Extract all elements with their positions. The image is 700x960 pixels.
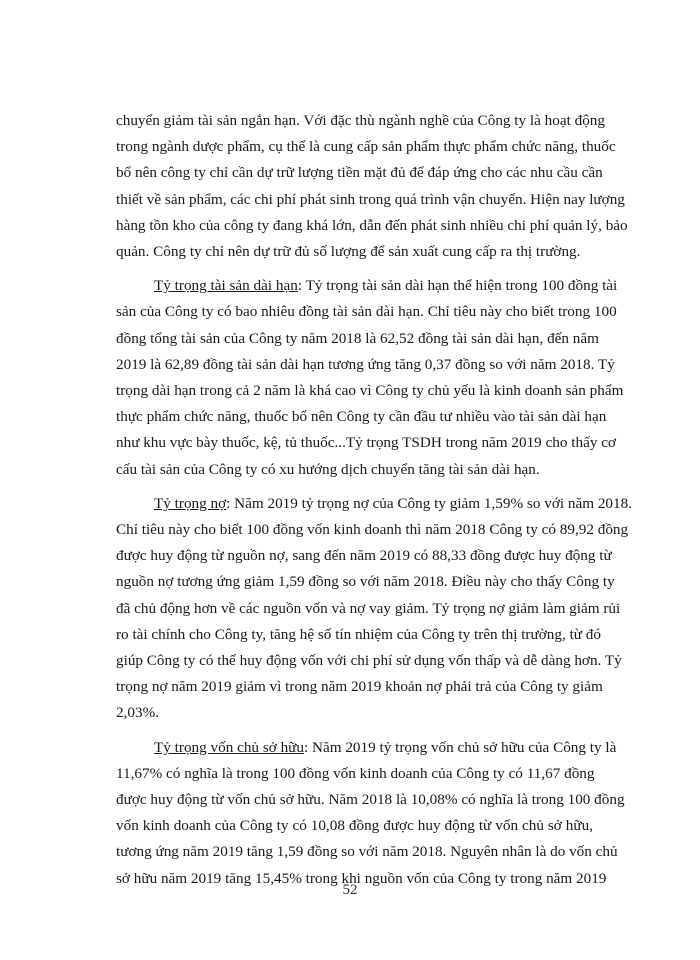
text-fragment: : Tỷ trọng tài sản dài hạn thể hiện trong 100 đồng tài xyxy=(297,277,618,295)
text-line: tương ứng năm 2019 tăng 1,59 đồng so với năm 2018. Nguyên nhân là do vốn chủ xyxy=(116,843,618,861)
section-heading: Tỷ trọng nợ xyxy=(154,494,227,512)
text-line: sở hữu năm 2019 tăng 15,45% trong khi nguồn vốn của Công ty trong năm 2019 xyxy=(116,869,607,887)
paragraph-long-term-assets xyxy=(116,273,624,483)
text-line xyxy=(116,273,618,299)
text-line: cấu tài sản của Công ty có xu hướng dịch chuyển tăng tài sản dài hạn. xyxy=(116,460,540,478)
text-line: chuyển giảm tài sản ngắn hạn. Với đặc thù ngành nghề của Công ty là hoạt động xyxy=(116,112,605,129)
text-line: 2,03%. xyxy=(116,704,160,722)
text-line: đồng tổng tài sản của Công ty năm 2018 là 62,52 đồng tài sản dài hạn, đến năm xyxy=(116,329,599,347)
text-fragment: : Năm 2019 tỷ trọng nợ của Công ty giảm 1,59% so với năm 2018. xyxy=(226,494,632,512)
text-line: vốn kinh doanh của Công ty có 10,08 đồng được huy động từ vốn chủ sở hữu, xyxy=(116,817,593,835)
text-line: được huy động từ vốn chủ sở hữu. Năm 2018 là 10,08% có nghĩa là trong 100 đồng xyxy=(116,791,625,809)
text-line: trọng nợ năm 2019 giảm vì trong năm 2019 khoản nợ phải trả của Công ty giảm xyxy=(116,678,603,696)
text-line: trọng dài hạn trong cả 2 năm là khá cao vì Công ty chủ yếu là kinh doanh sản phẩm xyxy=(116,382,624,400)
text-line: quản. Công ty chỉ nên dự trữ đủ số lượng để sản xuất cung cấp ra thị trường. xyxy=(116,243,581,261)
text-line: 11,67% có nghĩa là trong 100 đồng vốn kinh doanh của Công ty có 11,67 đồng xyxy=(116,764,595,782)
text-line: nguồn nợ tương ứng giảm 1,59 đồng so với năm 2018. Điều này cho thấy Công ty xyxy=(116,573,615,591)
text-line: như khu vực bày thuốc, kệ, tủ thuốc...Tỷ trọng TSDH trong năm 2019 cho thấy cơ xyxy=(116,434,617,452)
text-line xyxy=(116,735,617,761)
text-line xyxy=(116,491,632,517)
section-heading: Tỷ trọng vốn chủ sở hữu xyxy=(154,738,304,756)
paragraph-equity-ratio xyxy=(116,735,625,892)
text-line: 2019 là 62,89 đồng tài sản dài hạn tương ứng tăng 0,37 đồng so với năm 2018. Tỷ xyxy=(116,355,615,373)
text-line: ro tài chính cho Công ty, tăng hệ số tín nhiệm của Công ty trên thị trường, từ đó xyxy=(116,625,601,643)
text-line: trong ngành dược phẩm, cụ thể là cung cấp sản phẩm thực phẩm chức năng, thuốc xyxy=(116,138,616,156)
section-heading: Tỷ trọng tài sản dài hạn xyxy=(154,277,298,295)
text-line: bổ nên công ty chỉ cần dự trữ lượng tiền mặt đủ để đáp ứng cho các nhu cầu cần xyxy=(116,164,603,182)
text-line: hàng tồn kho của công ty đang khá lớn, dẫn đến phát sinh nhiều chi phí quản lý, bảo xyxy=(116,216,628,234)
paragraph-inventory xyxy=(116,108,628,265)
paragraph-debt-ratio xyxy=(116,491,632,727)
text-line: Chỉ tiêu này cho biết 100 đồng vốn kinh doanh thì năm 2018 Công ty có 89,92 đồng xyxy=(116,521,629,539)
text-line: đã chủ động hơn về các nguồn vốn và nợ vay giảm. Tỷ trọng nợ giảm làm giảm rủi xyxy=(116,599,621,617)
text-line: giúp Công ty có thể huy động vốn với chi phí sử dụng vốn thấp và dễ dàng hơn. Tỷ xyxy=(116,652,622,670)
text-line: thực phẩm chức năng, thuốc bổ nên Công ty cần đầu tư nhiều vào tài sản dài hạn xyxy=(116,408,607,426)
text-line: thiết về sản phẩm, các chi phí phát sinh trong quá trình vận chuyển. Hiện nay lượng xyxy=(116,190,625,208)
document-body xyxy=(116,108,632,900)
text-fragment: : Năm 2019 tỷ trọng vốn chủ sở hữu của Công ty là xyxy=(303,738,617,756)
text-line: được huy động từ nguồn nợ, sang đến năm 2019 có 88,33 đồng được huy động từ xyxy=(116,547,612,565)
page-number: 52 xyxy=(342,882,358,898)
text-line: sản của Công ty có bao nhiêu đồng tài sản dài hạn. Chỉ tiêu này cho biết trong 100 xyxy=(116,303,617,321)
